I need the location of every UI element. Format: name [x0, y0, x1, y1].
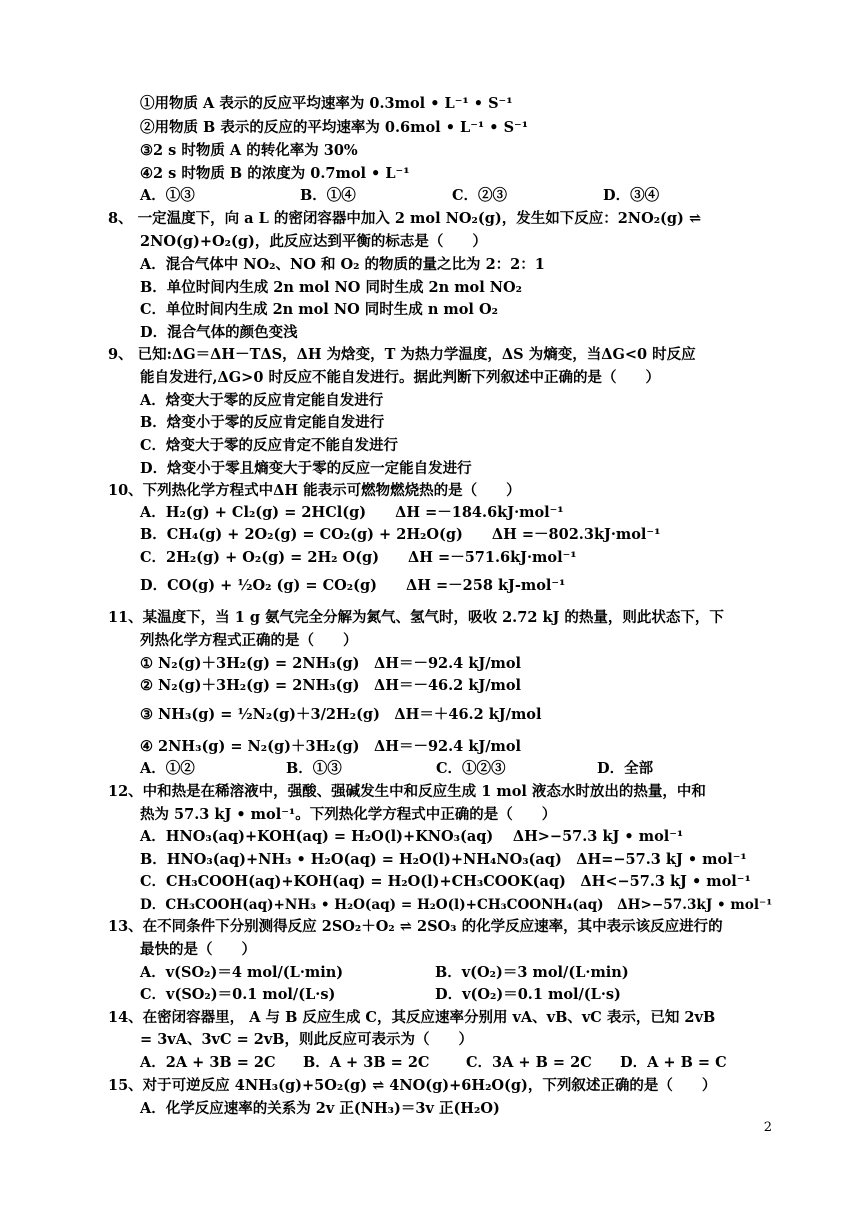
- q12-option-b: B．HNO₃(aq)+NH₃ • H₂O(aq) = H₂O(l)+NH₄NO₃(aq) ΔH=−57.3 kJ • mol⁻¹: [140, 851, 747, 868]
- page-number: 2: [763, 1120, 772, 1135]
- q11-item-1: ① N₂(g)＋3H₂(g) = 2NH₃(g) ΔH＝－92.4 kJ/mol: [140, 655, 522, 672]
- q14-option-a: A．2A + 3B = 2C: [140, 1054, 276, 1071]
- q10-option-d: D．CO(g) + ½O₂ (g) = CO₂(g) ΔH =－258 kJ-mol⁻¹: [140, 577, 566, 594]
- q8-stem-line-2: 2NO(g)+O₂(g)，此反应达到平衡的标志是（ ）: [140, 233, 487, 250]
- q8-option-d: D．混合气体的颜色变浅: [140, 324, 298, 341]
- q13-stem-line-2: 最快的是（ ）: [140, 941, 256, 958]
- q12-option-a: A．HNO₃(aq)+KOH(aq) = H₂O(l)+KNO₃(aq) ΔH>−57.3 kJ • mol⁻¹: [140, 828, 684, 845]
- q7-item-2: ②用物质 B 表示的反应的平均速率为 0.6mol • L⁻¹ • S⁻¹: [140, 119, 529, 136]
- q7-option-b: B．①④: [300, 187, 356, 204]
- q14-option-b: B．A + 3B = 2C: [303, 1054, 430, 1071]
- q7-item-3: ③2 s 时物质 A 的转化率为 30%: [140, 142, 358, 159]
- q14-stem-line-2: = 3vA、3vC = 2vB，则此反应可表示为（ ）: [140, 1031, 474, 1048]
- q13-option-d: D．v(O₂)＝0.1 mol/(L·s): [435, 986, 621, 1003]
- q7-option-c: C．②③: [452, 187, 508, 204]
- q9-option-d: D．焓变小于零且熵变大于零的反应一定能自发进行: [140, 460, 472, 477]
- q12-stem-line-1: 12、中和热是在稀溶液中，强酸、强碱发生中和反应生成 1 mol 液态水时放出的热量，中和: [108, 783, 706, 800]
- q11-stem-line-2: 列热化学方程式正确的是（ ）: [140, 632, 358, 649]
- q10-stem: 10、下列热化学方程式中ΔH 能表示可燃物燃烧热的是（ ）: [108, 482, 521, 499]
- q11-option-c: C．①②③: [436, 760, 506, 777]
- q10-option-b: B．CH₄(g) + 2O₂(g) = CO₂(g) + 2H₂O(g) ΔH =－802.3kJ·mol⁻¹: [140, 526, 661, 543]
- q7-item-1: ①用物质 A 表示的反应平均速率为 0.3mol • L⁻¹ • S⁻¹: [140, 95, 513, 112]
- q11-stem-line-1: 11、某温度下，当 1 g 氨气完全分解为氮气、氢气时，吸收 2.72 kJ 的热量，则此状态下，下: [108, 609, 724, 626]
- q13-option-b: B．v(O₂)＝3 mol/(L·min): [435, 964, 629, 981]
- q13-option-a: A．v(SO₂)＝4 mol/(L·min): [140, 964, 344, 981]
- q15-option-a: A．化学反应速率的关系为 2v 正(NH₃)＝3v 正(H₂O): [140, 1100, 500, 1117]
- q11-option-b: B．①③: [286, 760, 342, 777]
- q11-item-3: ③ NH₃(g) = ½N₂(g)＋3/2H₂(g) ΔH＝＋46.2 kJ/mol: [140, 706, 542, 723]
- q14-option-d: D．A + B = C: [620, 1054, 727, 1071]
- q9-option-c: C．焓变大于零的反应肯定不能自发进行: [140, 437, 399, 454]
- q8-option-b: B．单位时间内生成 2n mol NO 同时生成 2n mol NO₂: [140, 279, 523, 296]
- q14-option-c: C．3A + B = 2C: [466, 1054, 592, 1071]
- q7-option-d: D．③④: [603, 187, 660, 204]
- q8-option-a: A．混合气体中 NO₂、NO 和 O₂ 的物质的量之比为 2：2：1: [140, 256, 545, 273]
- q7-item-4: ④2 s 时物质 B 的浓度为 0.7mol • L⁻¹: [140, 165, 410, 182]
- q12-option-d: D．CH₃COOH(aq)+NH₃ • H₂O(aq) = H₂O(l)+CH₃COONH₄(aq) ΔH>−57.3kJ • mol⁻¹: [140, 897, 773, 913]
- q13-option-c: C．v(SO₂)＝0.1 mol/(L·s): [140, 986, 336, 1003]
- q7-option-a: A．①③: [140, 187, 195, 204]
- q9-stem-line-1: 9、 已知:ΔG＝ΔH－TΔS，ΔH 为焓变，T 为热力学温度，ΔS 为熵变，当ΔG<0 时反应: [108, 346, 696, 363]
- q15-stem: 15、对于可逆反应 4NH₃(g)+5O₂(g) ⇌ 4NO(g)+6H₂O(g)，下列叙述正确的是（ ）: [108, 1077, 717, 1094]
- q9-stem-line-2: 能自发进行,ΔG>0 时反应不能自发进行。据此判断下列叙述中正确的是（ ）: [140, 369, 660, 386]
- q11-option-a: A．①②: [140, 760, 195, 777]
- q13-stem-line-1: 13、在不同条件下分别测得反应 2SO₂＋O₂ ⇌ 2SO₃ 的化学反应速率，其中表示该反应进行的: [108, 918, 723, 935]
- q8-option-c: C．单位时间内生成 2n mol NO 同时生成 n mol O₂: [140, 301, 498, 318]
- q12-stem-line-2: 热为 57.3 kJ • mol⁻¹。下列热化学方程式中正确的是（ ）: [140, 806, 557, 823]
- q11-option-d: D．全部: [597, 760, 654, 777]
- q14-stem-line-1: 14、在密闭容器里， A 与 B 反应生成 C，其反应速率分别用 vA、vB、vC 表示，已知 2vB: [108, 1009, 716, 1026]
- q9-option-b: B．焓变小于零的反应肯定能自发进行: [140, 414, 385, 431]
- q11-item-2: ② N₂(g)＋3H₂(g) = 2NH₃(g) ΔH＝－46.2 kJ/mol: [140, 677, 522, 694]
- q12-option-c: C．CH₃COOH(aq)+KOH(aq) = H₂O(l)+CH₃COOK(aq) ΔH<−57.3 kJ • mol⁻¹: [140, 873, 751, 890]
- q8-stem-line-1: 8、 一定温度下，向 a L 的密闭容器中加入 2 mol NO₂(g)，发生如下反应：2NO₂(g) ⇌: [108, 210, 702, 227]
- q10-option-c: C．2H₂(g) + O₂(g) = 2H₂ O(g) ΔH =－571.6kJ·mol⁻¹: [140, 549, 577, 566]
- q9-option-a: A．焓变大于零的反应肯定能自发进行: [140, 392, 384, 409]
- q11-item-4: ④ 2NH₃(g) = N₂(g)＋3H₂(g) ΔH＝－92.4 kJ/mol: [140, 738, 522, 755]
- q10-option-a: A．H₂(g) + Cl₂(g) = 2HCl(g) ΔH =－184.6kJ·mol⁻¹: [140, 504, 564, 521]
